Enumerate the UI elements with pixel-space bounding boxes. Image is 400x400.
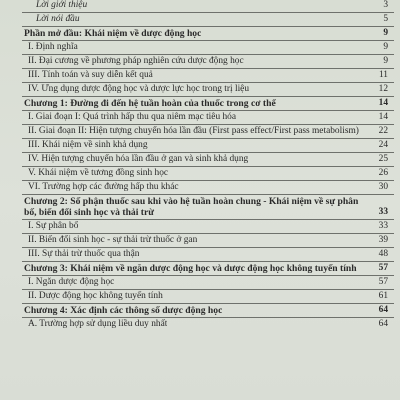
toc-entry-page: 64	[378, 319, 388, 329]
toc-entry-page: 61	[378, 291, 388, 301]
divider	[22, 261, 394, 262]
toc-heading-page: 14	[378, 98, 388, 108]
toc-entry-title: II. Giai đoạn II: Hiện tượng chuyển hóa lần đầu (First pass effect/First pass metabolism)	[28, 126, 359, 136]
toc-entry-page: 11	[378, 70, 388, 80]
toc-entry-title: V. Khái niệm về tương đồng sinh học	[28, 168, 169, 178]
toc-entry-title: I. Ngăn dược động học	[28, 277, 115, 287]
divider	[22, 138, 394, 139]
toc-entry-page: 3	[383, 0, 388, 10]
toc-entry-page: 12	[378, 84, 388, 94]
toc-entry-title: Lời giới thiệu	[36, 0, 88, 10]
toc-entry-title: II. Dược động học không tuyến tính	[28, 291, 163, 301]
divider	[22, 40, 394, 41]
toc-entry-title: A. Trường hợp sử dụng liều duy nhất	[28, 319, 168, 329]
divider	[22, 275, 394, 276]
toc-entry-page: 39	[378, 235, 388, 245]
toc-entry-page: 33	[378, 221, 388, 231]
divider	[22, 152, 394, 153]
divider	[22, 247, 394, 248]
divider	[22, 110, 394, 111]
divider	[22, 68, 394, 69]
divider	[22, 303, 394, 304]
toc-entry-title: II. Đại cương về phương pháp nghiên cứu dược động học	[28, 56, 244, 66]
divider	[22, 166, 394, 167]
toc-entry-page: 5	[383, 14, 388, 24]
toc-heading-title: Chương 1: Đường đi đến hệ tuần hoàn của thuốc trong cơ thể	[24, 98, 276, 109]
toc-entry-page: 25	[378, 154, 388, 164]
toc-entry-page: 14	[378, 112, 388, 122]
divider	[22, 289, 394, 290]
toc-entry-title: III. Khái niệm về sinh khả dụng	[28, 140, 148, 150]
divider	[22, 124, 394, 125]
toc-entry-title: IV. Hiện tượng chuyển hóa lần đầu ở gan và sinh khả dụng	[28, 154, 249, 164]
toc-heading-page: 57	[378, 263, 388, 273]
divider	[22, 12, 394, 13]
divider	[22, 26, 394, 27]
toc-entry-title: III. Sự thải trừ thuốc qua thận	[28, 249, 140, 259]
divider	[22, 233, 394, 234]
toc-entry-title: I. Định nghĩa	[28, 42, 78, 52]
toc-entry-page: 57	[378, 277, 388, 287]
divider	[22, 96, 394, 97]
toc-heading-title: Chương 3: Khái niệm về ngăn dược động học và dược động học không tuyến tính	[24, 263, 357, 274]
toc-heading-page: 9	[383, 28, 388, 38]
toc-heading-title: Chương 2: Số phận thuốc sau khi vào hệ tuần hoàn chung - Khái niệm về sự phân bố, biến đổi sinh học và thải trừ	[24, 196, 359, 218]
toc-entry-page: 26	[378, 168, 388, 178]
divider	[22, 194, 394, 195]
divider	[22, 54, 394, 55]
toc-entry-page: 22	[378, 126, 388, 136]
toc-entry-page: 30	[378, 182, 388, 192]
toc-entry-page: 9	[383, 42, 388, 52]
toc-entry-page: 9	[383, 56, 388, 66]
toc-entry-title: VI. Trường hợp các đường hấp thu khác	[28, 182, 179, 192]
toc-entry-title: I. Sự phân bố	[28, 221, 79, 231]
divider	[22, 219, 394, 220]
toc-entry-title: III. Tính toán và suy diễn kết quả	[28, 70, 153, 80]
toc-entry-title: IV. Ứng dụng dược động học và dược lực học trong trị liệu	[28, 84, 250, 94]
toc-entry-title: Lời nói đầu	[36, 14, 80, 24]
divider	[22, 180, 394, 181]
divider	[22, 317, 394, 318]
toc-entry-page: 24	[378, 140, 388, 150]
toc-entry-title: I. Giai đoạn I: Quá trình hấp thu qua niêm mạc tiêu hóa	[28, 112, 237, 122]
divider	[22, 82, 394, 83]
toc-heading-page: 33	[378, 207, 388, 217]
toc-heading-page: 64	[378, 305, 388, 315]
toc-entry-title: II. Biến đổi sinh học - sự thải trừ thuốc ở gan	[28, 235, 198, 245]
toc-entry-page: 48	[378, 249, 388, 259]
toc-heading-title: Chương 4: Xác định các thông số dược động học	[24, 305, 223, 316]
toc-heading-title: Phần mở đầu: Khái niệm về dược động học	[24, 28, 202, 39]
